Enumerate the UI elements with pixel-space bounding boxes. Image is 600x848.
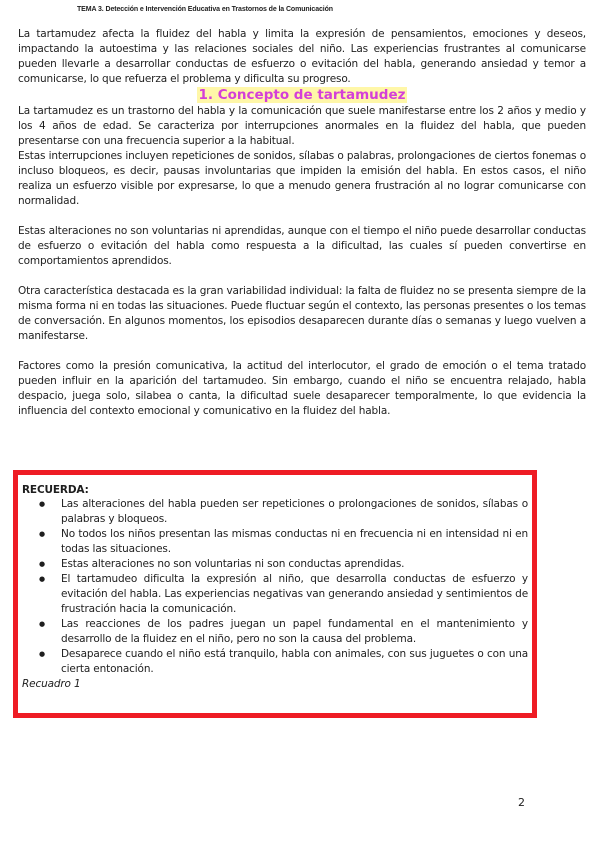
paragraph-definition: La tartamudez es un trastorno del habla y la comunicación que suele manifestarse entre los 2 años y medio y los 4 años de edad. Se caracteriza por interrupciones anormales en la fluidez del habla, que pueden presentarse con una frecuencia superior a la habitual. [18,105,586,147]
paragraph-not-voluntary: Estas alteraciones no son voluntarias ni aprendidas, aunque con el tiempo el niño puede desarrollar conductas de esfuerzo o evitación del habla como respuesta a la dificultad, las cuales sí pueden convertirse en comportamientos aprendidos. [18,225,586,267]
list-item: ● Desaparece cuando el niño está tranquilo, habla con animales, con sus juguetes o con una cierta entonación. [61,647,528,677]
page-header: TEMA 3. Detección e Intervención Educativa en Trastornos de la Comunicación [77,6,333,13]
list-item: ● El tartamudeo dificulta la expresión al niño, que desarrolla conductas de esfuerzo y evitación del habla. Las experiencias negativas van generando ansiedad y sentimientos de frustración hacia la comunicación. [61,572,528,617]
paragraph-gap [18,209,586,224]
document-body [18,27,586,419]
section-title: 1. Concepto de tartamudez [198,87,406,103]
intro-paragraph: La tartamudez afecta la fluidez del habla y limita la expresión de pensamientos, emociones y deseos, impactando la autoestima y las relaciones sociales del niño. Las experiencias frustrantes al comunicarse pueden llevarle a desarrollar conductas de esfuerzo o evitación del habla, generando ansiedad y temor a comunicarse, lo que refuerza el problema y dificulta su progreso. [18,28,586,85]
recuerda-list [22,497,528,677]
paragraph-factors: Factores como la presión comunicativa, la actitud del interlocutor, el grado de emoción o el tema tratado pueden influir en la aparición del tartamudeo. Sin embargo, cuando el niño se encuentra relajado, habla despacio, juega solo, silabea o canta, la dificultad suele desaparecer temporalmente, lo que evidencia la influencia del contexto emocional y comunicativo en la fluidez del habla. [18,360,586,417]
list-item: ● Las alteraciones del habla pueden ser repeticiones o prolongaciones de sonidos, sílabas o palabras y bloqueos. [61,497,528,527]
recuerda-title: RECUERDA: [22,484,89,496]
section-heading [18,87,586,104]
recuerda-box [13,470,537,718]
list-item: ● Estas alteraciones no son voluntarias ni son conductas aprendidas. [61,557,528,572]
list-item: ● Las reacciones de los padres juegan un papel fundamental en el mantenimiento y desarrollo de la fluidez en el niño, pero no son la causa del problema. [61,617,528,647]
paragraph-interruptions: Estas interrupciones incluyen repeticiones de sonidos, sílabas o palabras, prolongaciones de ciertos fonemas o incluso bloqueos, es decir, pausas involuntarias que impiden la emisión del habla. En estos casos, el niño realiza un esfuerzo visible por expresarse, lo que a menudo genera frustración al no lograr comunicarse con normalidad. [18,150,586,207]
paragraph-variability: Otra característica destacada es la gran variabilidad individual: la falta de fluidez no se presenta siempre de la misma forma ni en todas las situaciones. Puede fluctuar según el contexto, las personas presentes o los temas de conversación. En algunos momentos, los episodios desaparecen durante días o semanas y luego vuelven a manifestarse. [18,285,586,342]
list-item: ● No todos los niños presentan las mismas conductas ni en frecuencia ni en intensidad ni en todas las situaciones. [61,527,528,557]
page-number: 2 [518,796,525,809]
paragraph-gap [18,269,586,284]
paragraph-gap [18,344,586,359]
box-caption: Recuadro 1 [22,678,81,690]
